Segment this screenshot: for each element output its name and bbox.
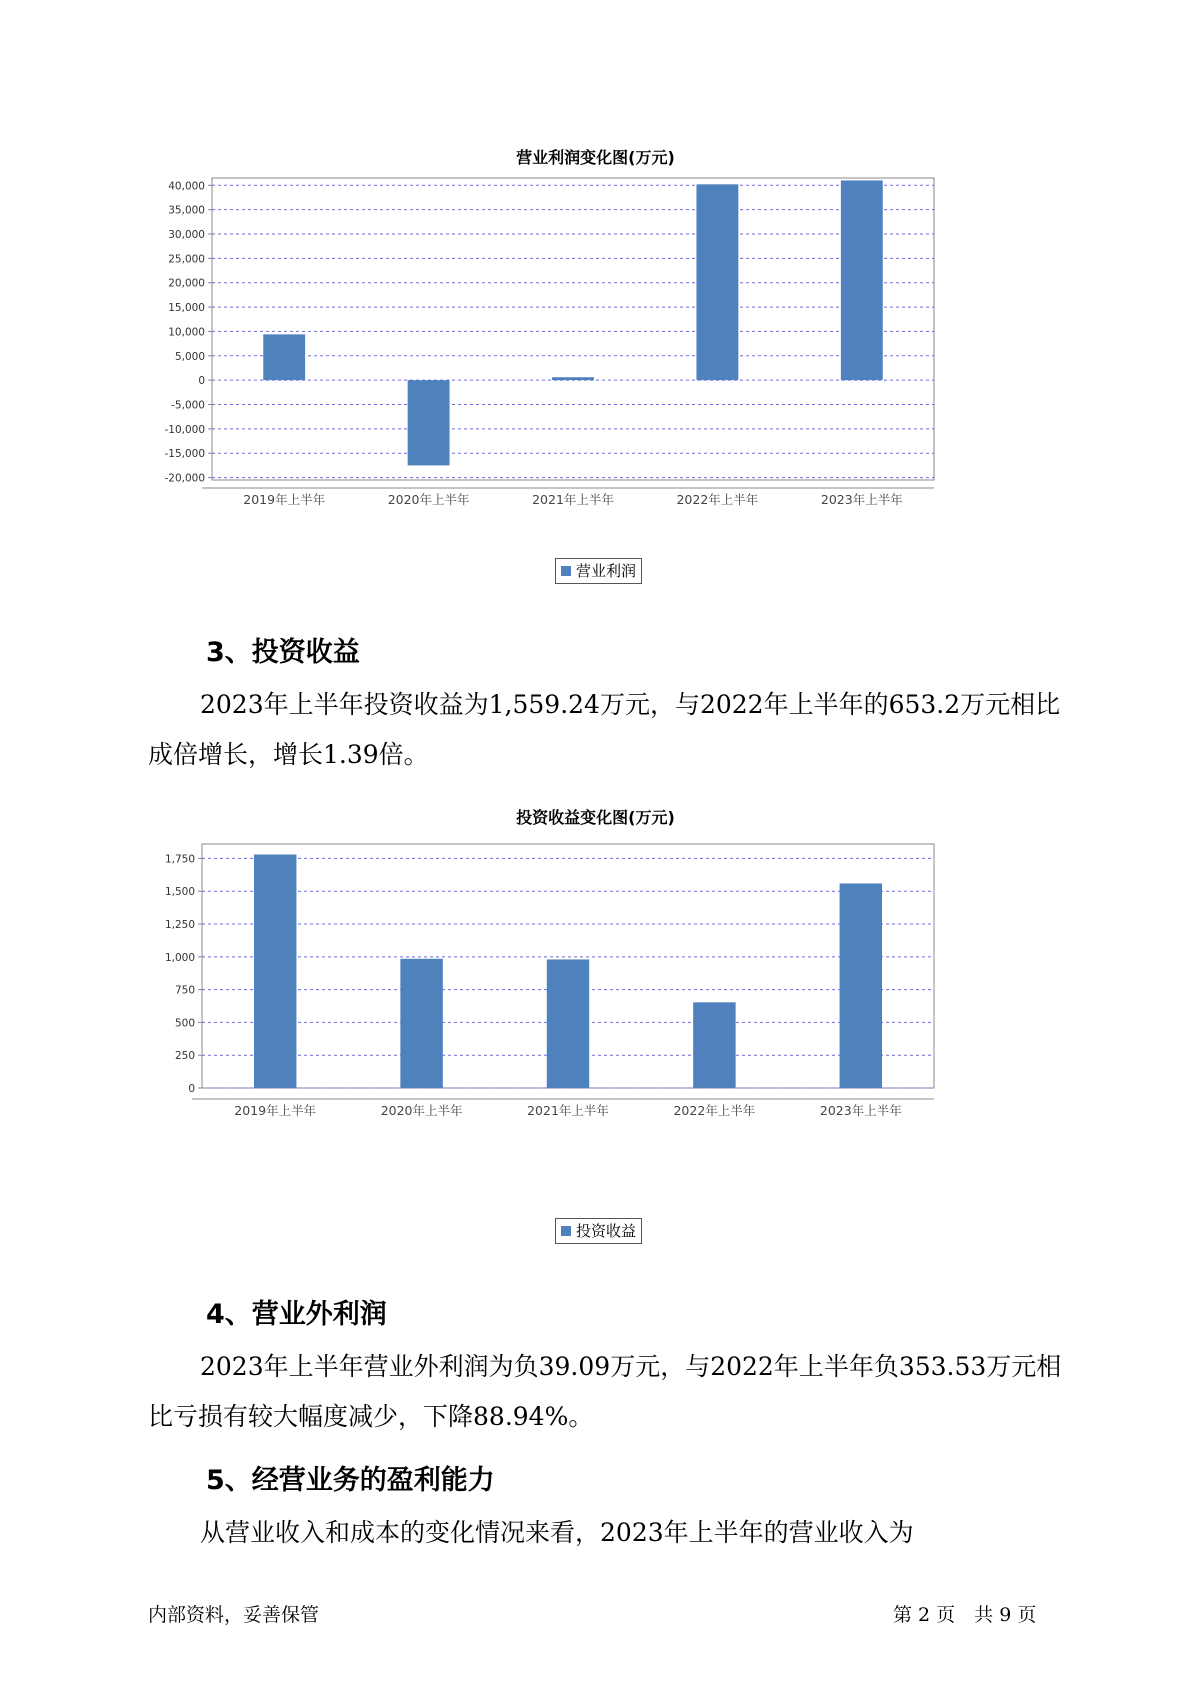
chart2-legend [555,1218,642,1244]
section4-paragraph [148,1342,1068,1442]
chart2-legend-label: 投资收益 [576,1222,637,1240]
chart1-legend-label: 营业利润 [576,562,637,580]
chart2-y-tick-label: 1,750 [164,853,195,866]
chart1-y-tick-label: -15,000 [164,448,205,461]
chart1-y-tick-label: 35,000 [168,204,205,217]
chart2-bar [400,959,442,1088]
section5-text: 从营业收入和成本的变化情况来看，2023年上半年的营业收入为 [200,1518,914,1547]
chart1-x-tick-label: 2021年上半年 [532,492,614,507]
chart2-bar [254,854,296,1088]
chart2-y-tick-label: 250 [174,1050,195,1063]
section3-heading: 3、投资收益 [206,637,360,668]
chart1-y-tick-label: 10,000 [168,326,205,339]
chart1-y-tick-label: 5,000 [174,350,205,363]
chart2-y-tick-label: 1,250 [164,919,195,932]
chart2-y-tick-label: 500 [174,1017,195,1030]
investment-income-chart [150,840,1050,1200]
chart1-bar [841,180,883,380]
chart2-x-tick-label: 2022年上半年 [673,1103,756,1118]
chart2-title: 投资收益变化图(万元) [516,808,675,827]
chart1-y-tick-label: 25,000 [168,253,205,266]
chart1-plot-area [212,178,934,480]
chart2-y-tick-label: 0 [188,1083,195,1095]
chart1-x-tick-label: 2019年上半年 [243,492,326,507]
chart2-y-tick-label: 750 [174,984,195,997]
chart1-title: 营业利润变化图(万元) [516,148,675,167]
section3-paragraph [148,680,1068,780]
chart2-x-tick-label: 2023年上半年 [819,1103,902,1118]
chart1-y-tick-label: -10,000 [164,423,205,436]
section5-heading: 5、经营业务的盈利能力 [206,1465,495,1496]
chart2-bar [547,959,589,1088]
chart1-y-tick-label: -20,000 [164,472,205,485]
chart2-y-tick-label: 1,500 [164,886,195,899]
section4-text: 2023年上半年营业外利润为负39.09万元，与2022年上半年负353.53万元相比亏损有较大幅度减少，下降88.94%。 [148,1352,1062,1431]
chart1-bar [696,184,738,380]
chart1-x-tick-label: 2023年上半年 [820,492,903,507]
chart1-y-tick-label: -5,000 [171,399,205,412]
section3-text: 2023年上半年投资收益为1,559.24万元，与2022年上半年的653.2万元相比成倍增长，增长1.39倍。 [148,690,1061,769]
chart1-y-tick-label: 40,000 [168,180,205,193]
footer-page-number: 第 2 页 共 9 页 [893,1604,1037,1626]
chart2-x-tick-label: 2019年上半年 [234,1103,317,1118]
chart2-legend-swatch [561,1226,571,1236]
chart1-y-tick-label: 30,000 [168,229,205,242]
chart1-x-tick-label: 2020年上半年 [387,492,470,507]
chart2-bar [693,1002,735,1088]
chart1-x-tick-label: 2022年上半年 [676,492,759,507]
section5-paragraph [148,1508,1068,1558]
section4-heading: 4、营业外利润 [206,1299,387,1330]
chart1-legend-swatch [561,566,571,576]
chart1-legend [555,558,642,584]
chart2-x-tick-label: 2021年上半年 [527,1103,609,1118]
chart2-y-tick-label: 1,000 [164,951,195,964]
chart1-y-tick-label: 20,000 [168,277,205,290]
chart1-bar [263,334,305,380]
chart2-x-tick-label: 2020年上半年 [380,1103,463,1118]
chart1-bar [552,377,594,380]
chart2-bar [840,883,882,1088]
chart1-bar [408,380,450,465]
operating-profit-chart [150,170,1050,540]
footer-left: 内部资料，妥善保管 [148,1604,320,1626]
chart1-y-tick-label: 0 [198,375,205,388]
chart1-y-tick-label: 15,000 [168,302,205,315]
